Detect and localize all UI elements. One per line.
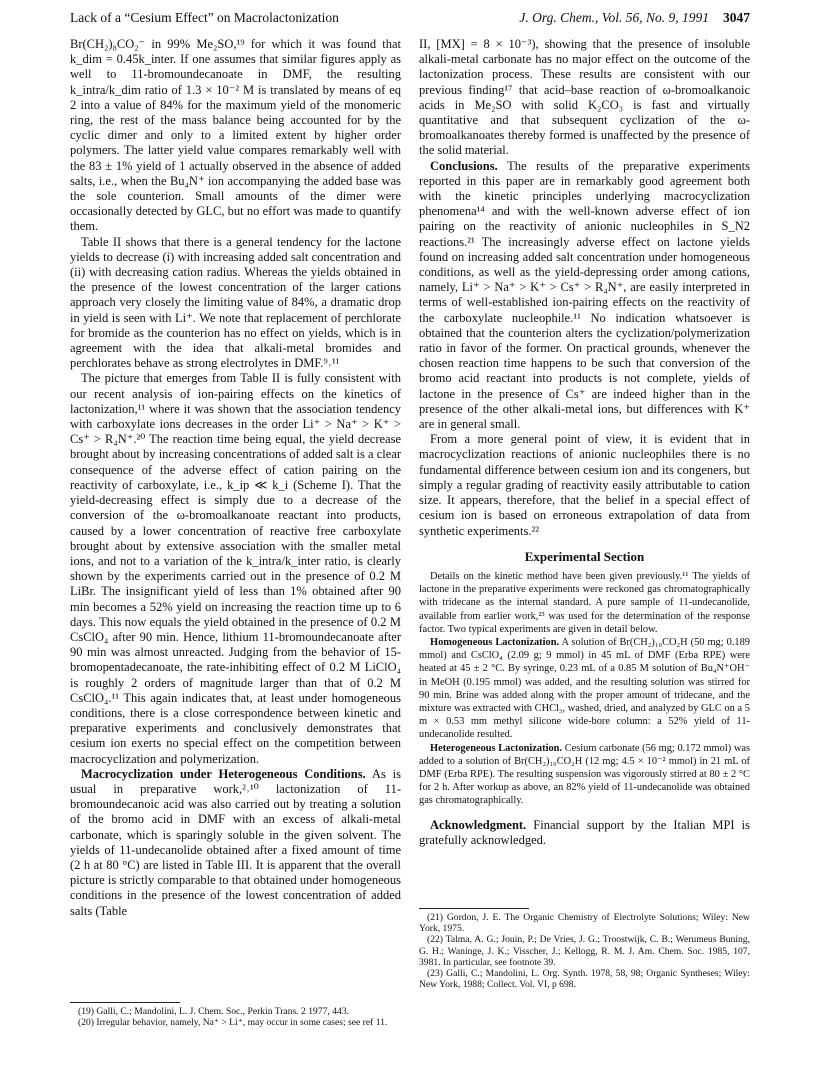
paragraph-acknowledgment [419, 818, 750, 848]
homogeneous-lactonization-heading: Homogeneous Lactonization. [430, 636, 560, 648]
footnote-19: (19) Galli, C.; Mandolini, L. J. Chem. Soc., Perkin Trans. 2 1977, 443. [78, 1006, 350, 1017]
heterogeneous-text: As is usual in preparative work,²˒¹⁰ lactonization of 11-bromoundecanoic acid was also carried out by treating a solution of the bromo acid in DMF with an excess of alkali-metal carbonate, which is sparingly soluble in the given solvent. The yields of 11-undecanolide obtained after a fixed amount of time (2 h at 80 °C) are listed in Table III. It is apparent that the overall picture is strictly comparable to that obtained under homogeneous conditions in the presence of the lowest concentration of added salts (Table [70, 766, 401, 918]
right-column [419, 37, 750, 848]
acknowledgment-heading: Acknowledgment. [430, 817, 527, 832]
paragraph-experimental-intro: Details on the kinetic method have been given previously.¹¹ The yields of lactone in the preparative experiments were reckoned gas chromatographically with tridecane as the internal standard. A pure sample of 11-undecanolide, available from earlier work,²³ was used for the determination of the response factor. Two typical experiments are given in detail below. [419, 570, 750, 635]
heterogeneous-heading: Macrocyclization under Heterogeneous Conditions. [81, 766, 366, 781]
footnote-22: (22) Talma, A. G.; Jouin, P.; De Vries, J. G.; Troostwijk, C. B.; Werumeus Buning, G. H.; Waninge, J. K.; Visscher, J.; Kellogg, R. M. J. Am. Chem. Soc. 1985, 107, 3981. In particular, see footnote 39. [419, 934, 750, 968]
paragraph-general-view: From a more general point of view, it is evident that in macrocyclization reactions of anionic nucleophiles there is no fundamental difference between cesium ion and its congeners, but simply a regular grading of reactivity easily attributable to cation size. It appears, therefore, that the belief in a special effect of cesium ion is based on erroneous extrapolation of data from synthetic experiments.²² [419, 432, 750, 538]
paragraph-continued-right: II, [MX] = 8 × 10⁻³), showing that the presence of insoluble alkali-metal carbonate has no major effect on the outcome of the lactonization process. These results are consistent with our previous finding¹⁷ that acid–base reaction of ω-bromoalkanoic acids in Me₂SO with solid K₂CO₃ is fast and virtually quantitative and that subsequent cyclization of the ω-bromoalkanoates thereby formed is unaffected by the presence of the solid material. [419, 37, 750, 158]
footnote-divider-left [70, 1002, 180, 1003]
paragraph-homogeneous-lactonization [419, 636, 750, 742]
paragraph-heterogeneous-lactonization [419, 742, 750, 808]
footnotes-left [70, 1006, 401, 1028]
journal-citation: J. Org. Chem., Vol. 56, No. 9, 1991 [519, 10, 709, 25]
homogeneous-lactonization-text: A solution of Br(CH₂)₁₀CO₂H (50 mg; 0.189 mmol) and CsClO₄ (2.09 g; 9 mmol) in 45 mL of DMF (Erba RPE) were heated at 45 ± 2 °C. By syringe, 0.23 mL of a 0.85 M solution of Bu₄N⁺OH⁻ in MeOH (0.195 mmol) was added, and the resulting solution was stirred for 90 min. Brine was added along with the proper amount of tridecane, and the mixture was extracted with CHCl₃, washed, dried, and analyzed by GLC on a 5 m × 0.53 mm methyl silicone wide-bore column: a 52% yield of 11-undecanolide resulted. [419, 636, 750, 741]
paragraph-picture-emerges: The picture that emerges from Table II is fully consistent with our recent analysis of ion-pairing effects on the kinetics of lactonization,¹¹ where it was shown that the association tendency with carboxylate ions decreases in the order Li⁺ > Na⁺ > K⁺ > Cs⁺ > R₄N⁺.²⁰ The reaction time being equal, the yield decrease brought about by increasing concentrations of added salt is a clear consequence of the adverse effect of cation pairing on the reactivity of carboxylate, i.e., k_ip ≪ k_i (Scheme I). That the yield-decreasing effect is simply due to a decrease of the conversion of the ω-bromoalkanoate reactant into products, caused by a lower concentration of reactive free carboxylate brought about by extensive association with the smaller metal ions, and not to a variation of the k_intra/k_inter ratio, is clearly shown by the experiments carried out in the presence of 0.2 M LiBr. The insignificant yield of less than 1% obtained after 90 min becomes a 52% yield on increasing the reaction time up to 6 days. This now equals the yield obtained in the presence of 0.2 M CsClO₄ after 90 min. Hence, lithium 11-bromoundecanoate after 90 min was almost unreacted. Judging from the behavior of 15-bromopentadecanoate, the rate-inhibiting effect of 0.2 M LiClO₄ is roughly 2 orders of magnitude larger than that of 0.2 M CsClO₄.¹¹ This again indicates that, at least under homogeneous conditions, there is a close correspondence between kinetic and preparative experiments and conclusively demonstrates that cesium ion exerts no special effect on the competition between macrocyclization and polymerization. [70, 371, 401, 766]
journal-header [519, 10, 750, 26]
paragraph-conclusions [419, 159, 750, 433]
footnote-23: (23) Galli, C.; Mandolini, L. Org. Synth. 1978, 58, 98; Organic Syntheses; Wiley: New York, 1988; Collect. Vol. VI, p 698. [419, 968, 750, 991]
acknowledgment-text: Financial support by the Italian MPI is gratefully acknowledged. [419, 817, 751, 847]
heterogeneous-lactonization-text: Cesium carbonate (56 mg; 0.172 mmol) was added to a solution of Br(CH₂)₁₀CO₂H (12 mg; 4.5 × 10⁻² mmol) in 21 mL of DMF (Erba RPE). The resulting suspension was vigorously stirred at 80 ± 2 °C for 2 h. After workup as above, an 82% yield of 11-undecanolide was obtained gas chromatographically. [419, 742, 750, 807]
footnotes-right [419, 912, 750, 990]
paragraph-heterogeneous [70, 767, 401, 919]
conclusions-text: The results of the preparative experiments reported in this paper are in remarkably good agreement both with the kinetic principles underlying macrocyclization phenomena¹⁴ and with the well-known adverse effect of ion pairing on the reactivity of anionic nucleophiles in S_N2 reactions.²¹ The increasingly adverse effect on lactone yields found on increasing added salt concentration under homogeneous conditions, as well as the yield-depressing order among cations, namely, Li⁺ > Na⁺ > K⁺ > Cs⁺ > R₄N⁺, are easily interpreted in terms of well-established ion-pairing effects on the reactivity of the carboxylate nucleophile.¹¹ No indication whatsoever is obtained that the counterion alters the cyclization/polymerization ratio in favor of the former. On practical grounds, whenever the chosen reaction time happens to be such that conversion of the bromo acid reactant into products is not complete, yields of lactone in the presence of Cs⁺ are indeed higher than in the presence of the other alkali-metal ions, but differences with K⁺ are in general small. [419, 158, 751, 432]
footnote-divider-right [419, 908, 529, 909]
conclusions-heading: Conclusions. [430, 158, 498, 173]
heterogeneous-lactonization-heading: Heterogeneous Lactonization. [430, 742, 563, 754]
footnote-20: (20) Irregular behavior, namely, Na⁺ > Li⁺, may occur in some cases; see ref 11. [78, 1017, 388, 1029]
running-title: Lack of a “Cesium Effect” on Macrolactonization [70, 10, 339, 25]
footnote-21: (21) Gordon, J. E. The Organic Chemistry of Electrolyte Solutions; Wiley: New York, 1975. [419, 912, 750, 935]
paragraph-table-ii: Table II shows that there is a general tendency for the lactone yields to decrease (i) with increasing added salt concentration and (ii) with decreasing cation radius. Whereas the yields obtained in the presence of the lowest concentration of the larger cations approach very closely the limiting value of 84%, a dramatic drop in yield is seen with Li⁺. We note that replacement of perchlorate for bromide as the counterion has no effect on yields, which is in agreement with the idea that alkali-metal bromides and perchlorates behave as strong electrolytes in DMF.⁹˒¹¹ [70, 234, 401, 371]
paragraph-continued: Br(CH₂)₈CO₂⁻ in 99% Me₂SO,¹⁹ for which it was found that k_dim = 0.45k_inter. If one assumes that similar figures apply as well to 11-bromoundecanoate in DMF, the resulting k_intra/k_dim ratio of 1.3 × 10⁻² M is translated by means of eq 2 into a value of 84% for the maximum yield of the monomeric ring, the rest of the mass balance being accounted for by the cyclic dimer and only to a limited extent by higher order polymers. The latter yield value compares remarkably well with the 83 ± 1% yield of 1 actually observed in the absence of added salts, i.e., when the Bu₄N⁺ ion accompanying the added base was the sole counterion. Small amounts of the dimer were occasionally detected by GLC, but no effort was made to quantify them. [70, 37, 401, 234]
page-number: 3047 [723, 10, 750, 25]
left-column [70, 37, 401, 919]
experimental-section-heading: Experimental Section [524, 548, 645, 564]
